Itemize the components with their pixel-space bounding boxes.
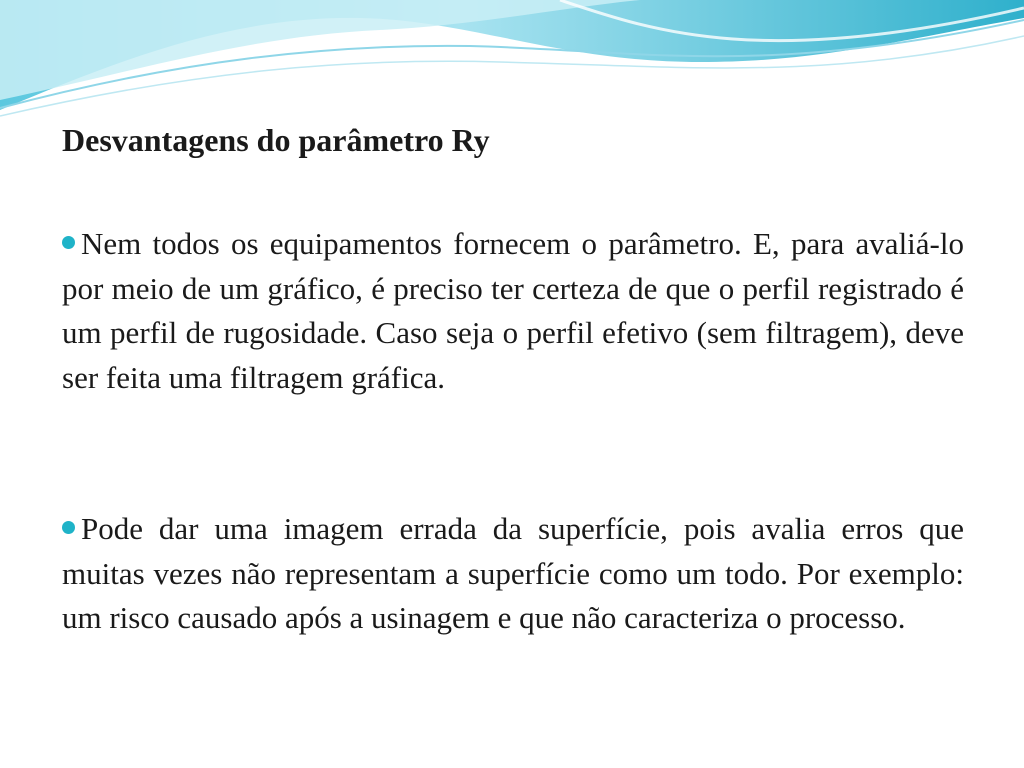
slide-title: Desvantagens do parâmetro Ry xyxy=(62,122,490,158)
bullet-text: Nem todos os equipamentos fornecem o parâmetro. E, para avaliá-lo por meio de um gráfico, é preciso ter certeza de que o perfil registrado é um perfil de rugosidade. Caso seja o perfil efetivo (sem filtragem), deve ser feita uma filtragem gráfica. xyxy=(62,226,964,395)
bullet-dot-icon xyxy=(62,521,75,534)
bullet-item xyxy=(62,222,964,400)
header-wave-decoration xyxy=(0,0,1024,120)
bullet-dot-icon xyxy=(62,236,75,249)
bullet-item xyxy=(62,507,964,641)
bullet-text: Pode dar uma imagem errada da superfície, pois avalia erros que muitas vezes não representam a superfície como um todo. Por exemplo: um risco causado após a usinagem e que não caracteriza o processo. xyxy=(62,511,964,635)
